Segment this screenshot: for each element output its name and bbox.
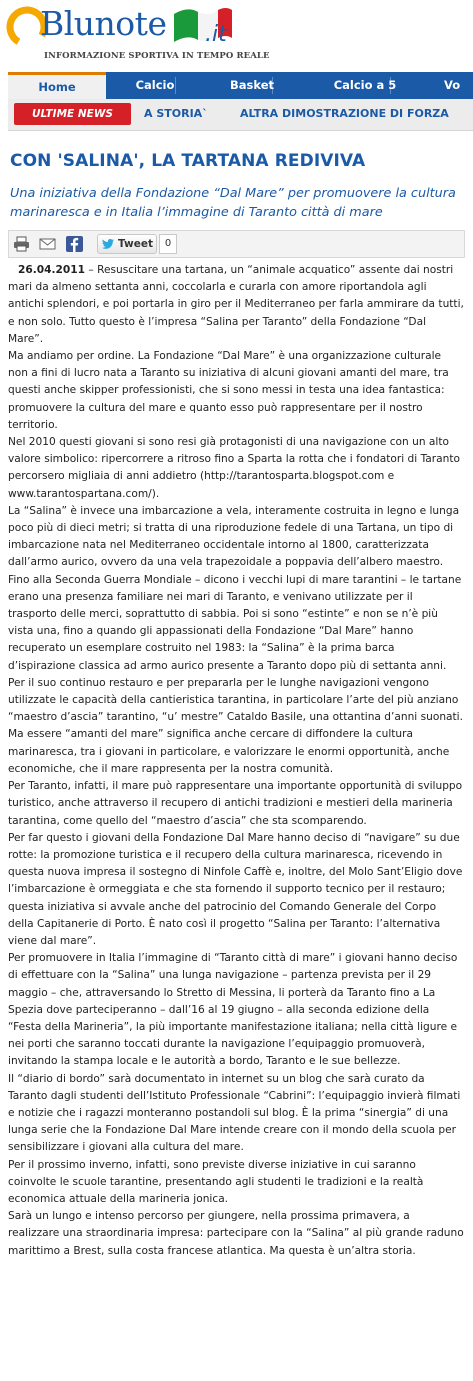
email-icon[interactable]: [39, 236, 56, 252]
article-date: 26.04.2011: [18, 264, 86, 276]
twitter-icon: [102, 239, 114, 249]
ticker-item[interactable]: ALTRA DIMOSTRAZIONE DI FORZA: [240, 107, 449, 120]
article-paragraph: Sarà un lungo e intenso percorso per giungere, nella prossima primavera, a realizzare una straordinaria impresa: partecipare con la “Salina” al più grande raduno marittimo a Brest, sulla costa francese atlantica. Ma questa è un’altra storia.: [8, 1210, 464, 1257]
article-paragraph: Per il prossimo inverno, infatti, sono previste diverse iniziative in cui saranno coinvolte le scuole tarantine, presentando agli studenti le tradizioni e la realtà economica attuale della marineria jonica.: [8, 1158, 424, 1205]
nav-item-calcio-a-5[interactable]: Calcio a 5: [333, 78, 397, 92]
main-nav: [8, 72, 473, 99]
tweet-label: Tweet: [118, 238, 153, 250]
article-paragraph: Per il suo continuo restauro e per prepararla per le lunghe navigazioni vengono utilizzate le capacità della cantieristica tarantina, in particolare l’arte del più anziano “maestro d’ascia” tarantino, “u’ mestre” Cataldo Basile, una ottantina d’anni suonati.: [8, 676, 463, 724]
tweet-count: 0: [159, 234, 177, 254]
article-paragraph: Ma essere “amanti del mare” significa anche cercare di diffondere la cultura marinaresca, tra i giovani in particolare, e valorizzare le enormi opportunità, anche economiche, che il mare rappresenta per la nostra comunità.: [8, 728, 450, 775]
share-bar: [8, 230, 465, 258]
tweet-button[interactable]: [97, 234, 157, 254]
site-logo[interactable]: [40, 4, 166, 44]
article-paragraph: Per Taranto, infatti, il mare può rappresentare una importante opportunità di sviluppo turistico, anche attraverso il recupero di antichi tradizioni e mestieri della marineria tarantina, come quello del “maestro d’ascia” che sta scomparendo.: [8, 780, 463, 827]
ultime-news-badge: ULTIME NEWS: [14, 103, 131, 125]
nav-item-volley[interactable]: Vo: [444, 78, 461, 92]
ticker-item[interactable]: A STORIA`: [144, 107, 208, 120]
logo-tagline: INFORMAZIONE SPORTIVA IN TEMPO REALE: [44, 51, 270, 61]
article-paragraph: Per promuovere in Italia l’immagine di “Taranto città di mare” i giovani hanno deciso di effettuare con la “Salina” una lunga navigazione – partenza prevista per il 29 maggio – che, attraversando lo Stretto di Messina, li porterà da Taranto fino a La Spezia dove parteciperanno – dall’16 al 19 giugno – alla seconda edizione della “Festa della Marineria”, la più importante manifestazione italiana; nella città ligure e nei porti che saranno toccati durante la navigazione l’equipaggio promuoverà, invitando la stampa locale e le autorità a bordo, Taranto e le sue bellezze.: [8, 952, 458, 1068]
facebook-icon[interactable]: [66, 236, 83, 252]
print-icon[interactable]: [13, 236, 30, 252]
article-paragraph: Fino alla Seconda Guerra Mondiale – dicono i vecchi lupi di mare tarantini – le tartane erano una presenza familiare nei mari di Taranto, e venivano utilizzate per il trasporto delle merci, soprattutto di sabbia. Poi si sono “estinte” e non se n’è più vista una, fino a quando gli appassionati della Fondazione “Dal Mare” hanno recuperato un esemplare costruito nel 1983: la “Salina” è la prima barca d’ispirazione classica ad armo aurico presente a Taranto dopo più di settanta anni.: [8, 573, 462, 672]
article-paragraph: Nel 2010 questi giovani si sono resi già protagonisti di una navigazione con un alto valore simbolico: ripercorrere a ritroso fino a Sparta la rotta che i fondatori di Taranto percorsero migliaia di anni addietro (http://tarantosparta.blogspot.com e www.tarantospartana.com/).: [8, 436, 460, 500]
logo-tld: .it: [205, 22, 227, 47]
article-paragraph: Il “diario di bordo” sarà documentato in internet su un blog che sarà curato da Taranto dagli studenti dell’Istituto Professionale “Cabrini”: l’equipaggio invierà filmati e notizie che i ragazzi monteranno postandoli sul blog. È la prima “sinergia” di una lunga serie che la Fondazione Dal Mare intende creare con il mondo della scuola per sensibilizzare i giovani alla cultura del mare.: [8, 1072, 461, 1154]
article-lead-text: – Resuscitare una tartana, un “animale acquatico” assente dai nostri mari da almeno settanta anni, coccolarla e curarla con amore riportandola agli antichi splendori, e poi portarla in giro per il Mediterraneo per farla ammirare da tutti, e non solo. Tutto questo è l’impresa “Salina per Taranto” della Fondazione “Dal Mare”.: [8, 264, 464, 345]
nav-item-basket[interactable]: Basket: [229, 78, 274, 92]
article-subtitle: Una iniziativa della Fondazione “Dal Mare” per promuovere la cultura marinaresca e in Italia l’immagine di Taranto città di mare: [10, 186, 456, 220]
article-body: [8, 262, 464, 1260]
nav-item-calcio[interactable]: Calcio: [135, 78, 175, 92]
article-paragraph: La “Salina” è invece una imbarcazione a vela, interamente costruita in legno e lunga poco più di dieci metri; si tratta di una riproduzione fedele di una Tartana, un tipo di imbarcazione nata nel Mediterraneo occidentale intorno al 1800, caratterizzata dall’armo aurico, ovvero da una vela trapezoidale a poppavia dell’albero maestro.: [8, 504, 460, 569]
nav-item-home[interactable]: Home: [8, 72, 106, 99]
news-ticker: [8, 99, 473, 131]
article-lead: [8, 262, 464, 348]
site-header: [0, 0, 473, 72]
article-title: CON 'SALINA', LA TARTANA REDIVIVA: [10, 151, 366, 171]
logo-name: Blunote: [40, 4, 167, 43]
article-paragraph: Per far questo i giovani della Fondazione Dal Mare hanno deciso di “navigare” su due rotte: la promozione turistica e il recupero della cultura marinaresca, ricevendo in questa nuova impresa il sostegno di Ninfole Caffè e, inoltre, del Molo Sant’Eligio dove l’imbarcazione è ormeggiata e che sta fornendo il supporto tecnico per il restauro; questa iniziativa si avvale anche del patrocinio del Comando Generale del Corpo della Capitanerie di Porto. È nato così il progetto “Salina per Taranto: l’alternativa viene dal mare”.: [8, 831, 463, 947]
article-paragraph: Ma andiamo per ordine. La Fondazione “Dal Mare” è una organizzazione culturale non a fini di lucro nata a Taranto su iniziativa di alcuni giovani amanti del mare, tra questi anche skipper professionisti, che si sono messi in testa una idea fantastica: promuovere la cultura del mare e quanto esso può rappresentare per il nostro territorio.: [8, 350, 449, 431]
